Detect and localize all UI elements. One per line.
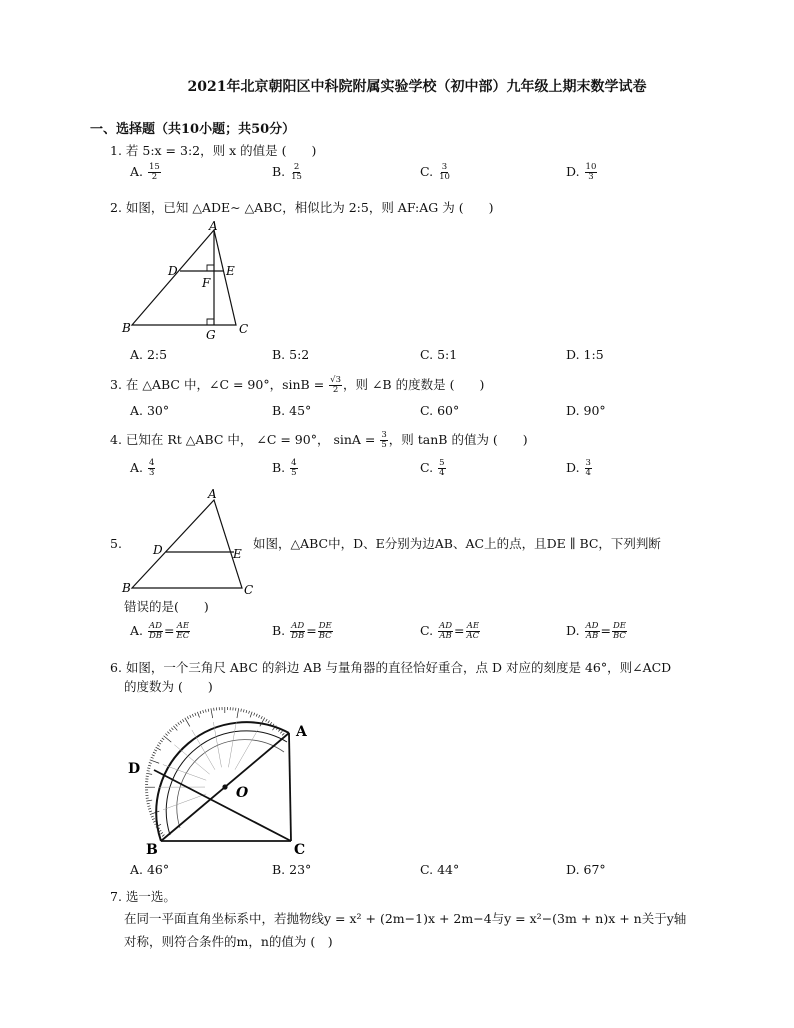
fraction-denominator: AB	[585, 631, 599, 641]
option-right-fraction	[612, 622, 627, 641]
question-4-stem-a: 4. 已知在 Rt △ABC 中， ∠C = 90°， sinA =	[110, 432, 380, 447]
fraction-numerator: AD	[585, 621, 599, 631]
protractor-tick	[182, 719, 184, 722]
protractor-tick	[151, 757, 154, 758]
fraction-denominator: 10	[439, 172, 450, 182]
option-c	[420, 622, 481, 641]
fraction-numerator: AE	[176, 621, 190, 631]
option-fraction	[148, 459, 155, 478]
label-d: D	[168, 264, 178, 278]
option-right-fraction	[176, 622, 191, 641]
protractor-guide-line	[228, 722, 236, 767]
label-g: G	[206, 328, 216, 342]
fraction-numerator: 3	[585, 458, 591, 468]
option-d	[566, 163, 598, 182]
option-d: D. 1:5	[566, 347, 604, 362]
label-c: C	[239, 322, 249, 336]
label-f: F	[202, 276, 211, 290]
label-e: E	[226, 264, 235, 278]
protractor-tick	[256, 714, 257, 717]
fraction-numerator: AD	[149, 621, 162, 631]
option-label: C.	[420, 164, 438, 179]
protractor-tick	[192, 714, 193, 717]
option-left-fraction	[148, 622, 163, 641]
label-a: A	[296, 724, 307, 740]
fraction-numerator: AE	[466, 621, 480, 631]
fraction-numerator: DE	[318, 621, 332, 631]
protractor-tick	[282, 733, 284, 735]
protractor-tick	[268, 721, 270, 723]
fraction-numerator: √3	[330, 375, 341, 385]
protractor-tick	[151, 816, 154, 817]
option-label: D.	[566, 164, 584, 179]
fraction-numerator: 2	[293, 162, 300, 172]
option-b	[272, 163, 304, 182]
protractor-tick	[278, 729, 280, 731]
option-fraction	[438, 459, 445, 478]
option-label: C.	[420, 623, 438, 638]
option-c	[420, 163, 452, 182]
protractor-tick	[200, 711, 201, 714]
option-c: C. 44°	[420, 862, 460, 877]
protractor-tick	[208, 709, 209, 712]
protractor-tick	[185, 718, 190, 727]
protractor-guide-line	[235, 730, 258, 770]
option-c: C. 60°	[420, 403, 460, 418]
option-a	[130, 163, 162, 182]
option-fraction	[290, 459, 297, 478]
option-label: B.	[272, 623, 290, 638]
option-fraction	[148, 163, 161, 182]
option-label: A.	[130, 460, 147, 475]
protractor-tick	[152, 755, 155, 756]
fraction-numerator: AD	[291, 621, 305, 631]
fraction-denominator: EC	[176, 631, 190, 641]
fraction-numerator: AD	[439, 621, 453, 631]
option-label: B.	[272, 460, 290, 475]
option-a: A. 46°	[130, 862, 170, 877]
fraction-numerator: 4	[291, 458, 297, 468]
question-4-fraction	[380, 431, 387, 450]
protractor-tick	[162, 738, 164, 740]
protractor-tick	[146, 773, 152, 774]
option-b: B. 23°	[272, 862, 312, 877]
protractor-tick	[153, 821, 156, 822]
protractor-tick	[176, 724, 178, 726]
fraction-denominator: BC	[318, 631, 332, 641]
right-angle-mark-f	[207, 265, 214, 271]
protractor-tick	[148, 808, 151, 809]
option-left-fraction	[438, 622, 453, 641]
question-6-stem: 6. 如图，一个三角尺 ABC 的斜边 AB 与量角器的直径恰好重合，点 D 对应的刻度是 46°，则∠ACD	[110, 660, 672, 675]
center-point-o	[222, 784, 227, 789]
option-d: D. 90°	[566, 403, 606, 418]
option-label: A.	[130, 164, 147, 179]
fraction-numerator: 3	[441, 162, 448, 172]
protractor-tick	[150, 811, 159, 814]
protractor-tick	[154, 750, 157, 751]
option-a	[130, 459, 156, 478]
protractor-guide-line	[213, 722, 221, 767]
protractor-tick	[148, 765, 151, 766]
label-e: E	[233, 547, 242, 561]
protractor-tick	[205, 709, 206, 712]
protractor-tick	[259, 715, 260, 718]
option-d	[566, 459, 593, 478]
protractor-tick	[146, 800, 152, 801]
protractor-tick	[147, 806, 150, 807]
protractor-tick	[178, 722, 180, 724]
question-3-fraction	[329, 376, 342, 395]
protractor-tick	[153, 752, 156, 753]
question-1-stem: 1. 若 5:x = 3:2，则 x 的值是 ( )	[110, 143, 317, 158]
question-6-stem-continued: 的度数为 ( )	[124, 679, 213, 694]
option-fraction	[585, 163, 598, 182]
protractor-tick	[173, 726, 177, 731]
label-o: O	[236, 785, 249, 801]
question-6-figure	[124, 700, 324, 858]
question-2-stem: 2. 如图，已知 △ADE∼ △ABC，相似比为 2:5，则 AF:AG 为 ( )	[110, 200, 494, 215]
fraction-denominator: 4	[585, 468, 591, 478]
protractor-tick	[250, 712, 252, 718]
protractor-tick	[167, 732, 169, 734]
option-fraction	[290, 163, 303, 182]
protractor-tick	[266, 719, 268, 722]
protractor-tick	[149, 811, 152, 812]
label-d: D	[153, 543, 163, 557]
protractor-tick	[149, 762, 152, 763]
fraction-denominator: 3	[588, 172, 594, 182]
fraction-denominator: AC	[466, 631, 480, 641]
option-b: B. 5:2	[272, 347, 310, 362]
fraction-numerator: 10	[585, 162, 597, 172]
question-3-stem-a: 3. 在 △ABC 中，∠C = 90°，sinB =	[110, 377, 329, 392]
question-3-stem	[110, 376, 484, 395]
fraction-denominator: BC	[613, 631, 626, 641]
option-d	[566, 622, 628, 641]
equals-sign: =	[454, 623, 465, 638]
label-c: C	[244, 583, 254, 597]
option-label: A.	[130, 623, 147, 638]
protractor-tick	[160, 740, 162, 742]
protractor-tick	[157, 745, 160, 747]
option-label: B.	[272, 164, 290, 179]
option-label: D.	[566, 460, 584, 475]
option-b	[272, 459, 299, 478]
section-heading: 一、选择题（共10小题；共50分）	[90, 122, 296, 137]
protractor-tick	[159, 742, 161, 744]
protractor-tick	[249, 711, 250, 714]
option-fraction	[585, 459, 592, 478]
fraction-numerator: 4	[148, 458, 155, 468]
option-left-fraction	[585, 622, 600, 641]
label-b: B	[146, 842, 158, 858]
protractor-tick	[211, 708, 213, 718]
fraction-numerator: 15	[148, 162, 160, 172]
protractor-tick	[203, 710, 204, 713]
label-c: C	[294, 842, 306, 858]
triangle-abc	[132, 500, 242, 588]
protractor-tick	[160, 832, 162, 834]
question-3-stem-b: ，则 ∠B 的度数是 ( )	[342, 377, 485, 392]
fraction-numerator: DE	[612, 621, 627, 631]
question-4-stem	[110, 431, 528, 450]
triangle-abc	[132, 230, 236, 325]
fraction-denominator: DB	[291, 631, 305, 641]
protractor-tick	[237, 708, 239, 718]
fraction-numerator: 3	[381, 430, 387, 440]
protractor-tick	[280, 731, 282, 733]
option-a: A. 30°	[130, 403, 170, 418]
protractor-tick	[243, 709, 244, 712]
equals-sign: =	[600, 623, 611, 638]
option-a	[130, 622, 191, 641]
label-d: D	[128, 761, 141, 777]
question-7-body-continued: 对称，则符合条件的m，n的值为 ( )	[124, 934, 333, 949]
protractor-tick	[261, 716, 262, 719]
option-fraction	[438, 163, 451, 182]
label-b: B	[122, 321, 131, 335]
equals-sign: =	[306, 623, 317, 638]
protractor-guide-line	[174, 745, 209, 774]
protractor-tick	[254, 713, 255, 716]
question-5-figure	[118, 484, 256, 598]
question-4-stem-b: ，则 tanB 的值为 ( )	[388, 432, 528, 447]
protractor-tick	[169, 730, 171, 732]
protractor-tick	[156, 747, 161, 750]
protractor-tick	[147, 771, 150, 772]
question-2-figure	[118, 220, 258, 344]
protractor-tick	[195, 713, 196, 716]
protractor-tick	[147, 768, 150, 769]
option-c: C. 5:1	[420, 347, 458, 362]
fraction-denominator: AB	[439, 631, 452, 641]
question-5-number: 5.	[110, 536, 122, 551]
protractor-tick	[171, 728, 173, 730]
question-7-body: 在同一平面直角坐标系中，若抛物线y = x² + (2m−1)x + 2m−4与y = x²−(3m + n)x + n关于y轴	[124, 911, 687, 926]
option-label: D.	[566, 623, 584, 638]
protractor-tick	[162, 835, 164, 837]
protractor-tick	[165, 734, 167, 736]
fraction-denominator: 4	[439, 468, 445, 478]
page-title: 2021年北京朝阳区中科院附属实验学校（初中部）九年级上期末数学试卷	[187, 79, 647, 95]
fraction-denominator: 5	[381, 440, 387, 450]
protractor-tick	[190, 715, 191, 718]
option-right-fraction	[318, 622, 333, 641]
protractor-tick	[260, 718, 265, 727]
fraction-denominator: DB	[148, 631, 163, 641]
protractor-tick	[241, 709, 242, 712]
option-right-fraction	[466, 622, 481, 641]
protractor-tick	[246, 710, 247, 713]
segment-ac	[289, 733, 291, 841]
question-5-stem: 如图，△ABC中，D、E分别为边AB、AC上的点，且DE ∥ BC，下列判断	[253, 536, 661, 551]
fraction-denominator: 15	[291, 172, 302, 182]
question-5-stem-continued: 错误的是( )	[124, 599, 209, 614]
protractor-tick	[147, 803, 150, 804]
question-7-stem: 7. 选一选。	[110, 889, 176, 904]
option-label: C.	[420, 460, 438, 475]
protractor-tick	[180, 721, 182, 723]
fraction-numerator: 5	[439, 458, 445, 468]
fraction-denominator: 2	[151, 172, 158, 182]
protractor-tick	[150, 760, 159, 763]
label-a: A	[208, 487, 217, 501]
fraction-denominator: 5	[291, 468, 297, 478]
right-angle-mark-g	[207, 319, 214, 325]
label-b: B	[122, 581, 131, 595]
option-c	[420, 459, 447, 478]
label-a: A	[209, 220, 218, 233]
option-a: A. 2:5	[130, 347, 168, 362]
fraction-denominator: 3	[148, 468, 155, 478]
protractor-tick	[270, 722, 272, 724]
option-left-fraction	[290, 622, 305, 641]
fraction-denominator: 2	[332, 385, 339, 395]
equals-sign: =	[164, 623, 175, 638]
protractor-tick	[164, 736, 172, 742]
protractor-tick	[187, 716, 188, 719]
protractor-tick	[152, 819, 155, 820]
option-b: B. 45°	[272, 403, 312, 418]
protractor-tick	[197, 712, 199, 718]
option-d: D. 67°	[566, 862, 606, 877]
option-b	[272, 622, 334, 641]
